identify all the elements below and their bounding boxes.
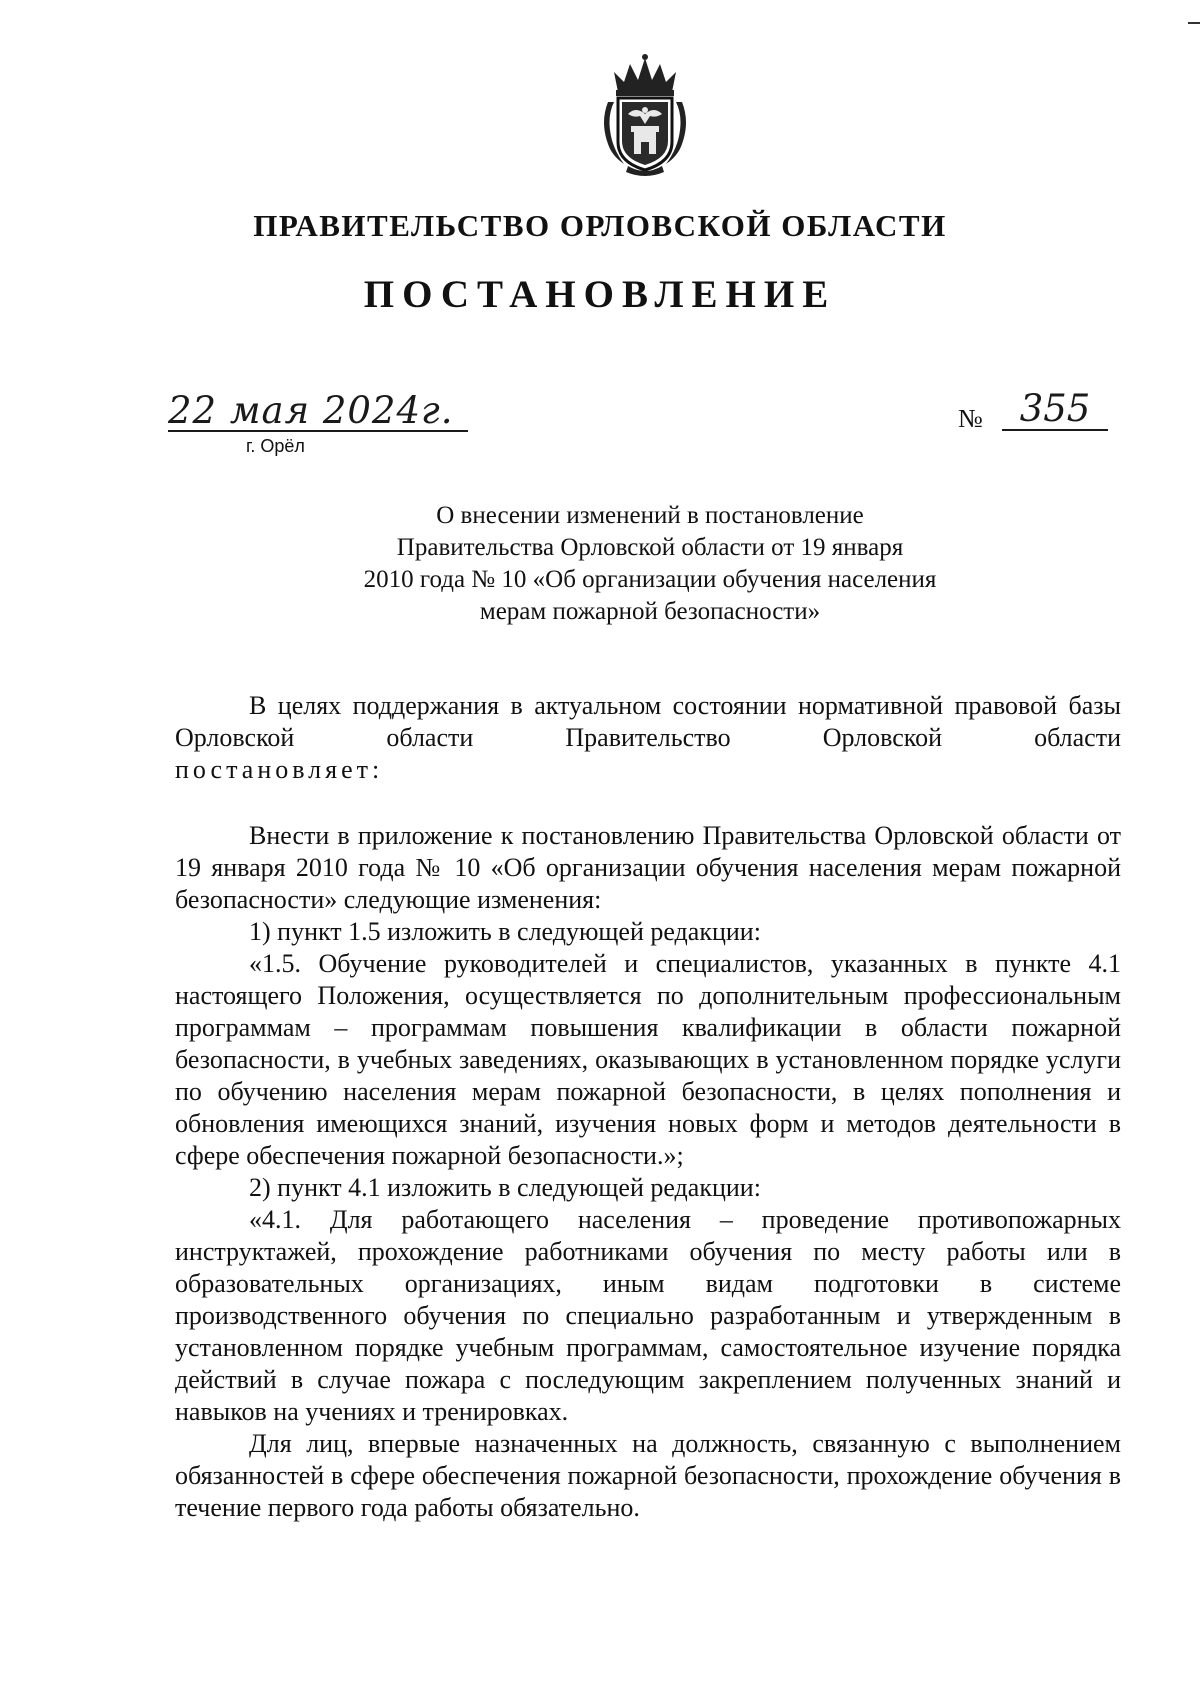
document-type: ПОСТАНОВЛЕНИЕ bbox=[363, 273, 837, 316]
item2-title: 2) пункт 4.1 изложить в следующей редакции: bbox=[249, 1173, 761, 1202]
item2-text: «4.1. Для работающего населения – проведение противопожарных инструктажей, прохождение работниками обучения по месту работы или в образовательных организациях, иным видам подготовки в системе производственного обучения по специально разработанным и утвержденным в установленном порядке учебным программам, самостоятельное изучение порядка действий в случае пожара с последующим закреплением полученных знаний и навыков на учениях и тренировках. bbox=[175, 1205, 1121, 1426]
item2-text-continued: Для лиц, впервые назначенных на должность, связанную с выполнением обязанностей в сфере обеспечения пожарной безопасности, прохождение обучения в течение первого года работы обязательно. bbox=[175, 1429, 1121, 1522]
subject-line: О внесении изменений в постановление bbox=[436, 502, 864, 529]
subject-line: мерам пожарной безопасности» bbox=[479, 598, 821, 625]
body-text bbox=[175, 820, 1121, 1524]
preamble-keyword: постановляет: bbox=[175, 755, 384, 784]
body-intro: Внести в приложение к постановлению Правительства Орловской области от 19 января 2010 года № 10 «Об организации обучения населения мерам пожарной безопасности» следующие изменения: bbox=[175, 821, 1121, 914]
edge-mark bbox=[1188, 22, 1200, 24]
number-label: № bbox=[958, 404, 983, 433]
organization-title: ПРАВИТЕЛЬСТВО ОРЛОВСКОЙ ОБЛАСТИ bbox=[253, 208, 947, 243]
city: г. Орёл bbox=[246, 436, 305, 456]
document-subject bbox=[300, 500, 1000, 628]
orel-oblast-coat-of-arms-icon bbox=[598, 52, 692, 178]
subject-line: 2010 года № 10 «Об организации обучения населения bbox=[363, 566, 937, 593]
preamble bbox=[175, 690, 1121, 786]
item1-text: «1.5. Обучение руководителей и специалистов, указанных в пункте 4.1 настоящего Положения, осуществляется по дополнительным профессиональным программам – программам повышения квалификации в области пожарной безопасности, в учебных заведениях, оказывающих в установленном порядке услуги по обучению населения мерам пожарной безопасности, в целях пополнения и обновления имеющихся знаний, изучения новых форм и методов деятельности в сфере обеспечения пожарной безопасности.»; bbox=[175, 949, 1121, 1170]
handwritten-date: 22 мая 2024г. bbox=[168, 392, 468, 432]
item1-title: 1) пункт 1.5 изложить в следующей редакции: bbox=[249, 917, 761, 946]
subject-line: Правительства Орловской области от 19 января bbox=[396, 534, 904, 561]
handwritten-number: 355 bbox=[1002, 389, 1108, 431]
preamble-text: В целях поддержания в актуальном состоянии нормативной правовой базы Орловской области Правительство Орловской области bbox=[175, 691, 1121, 752]
